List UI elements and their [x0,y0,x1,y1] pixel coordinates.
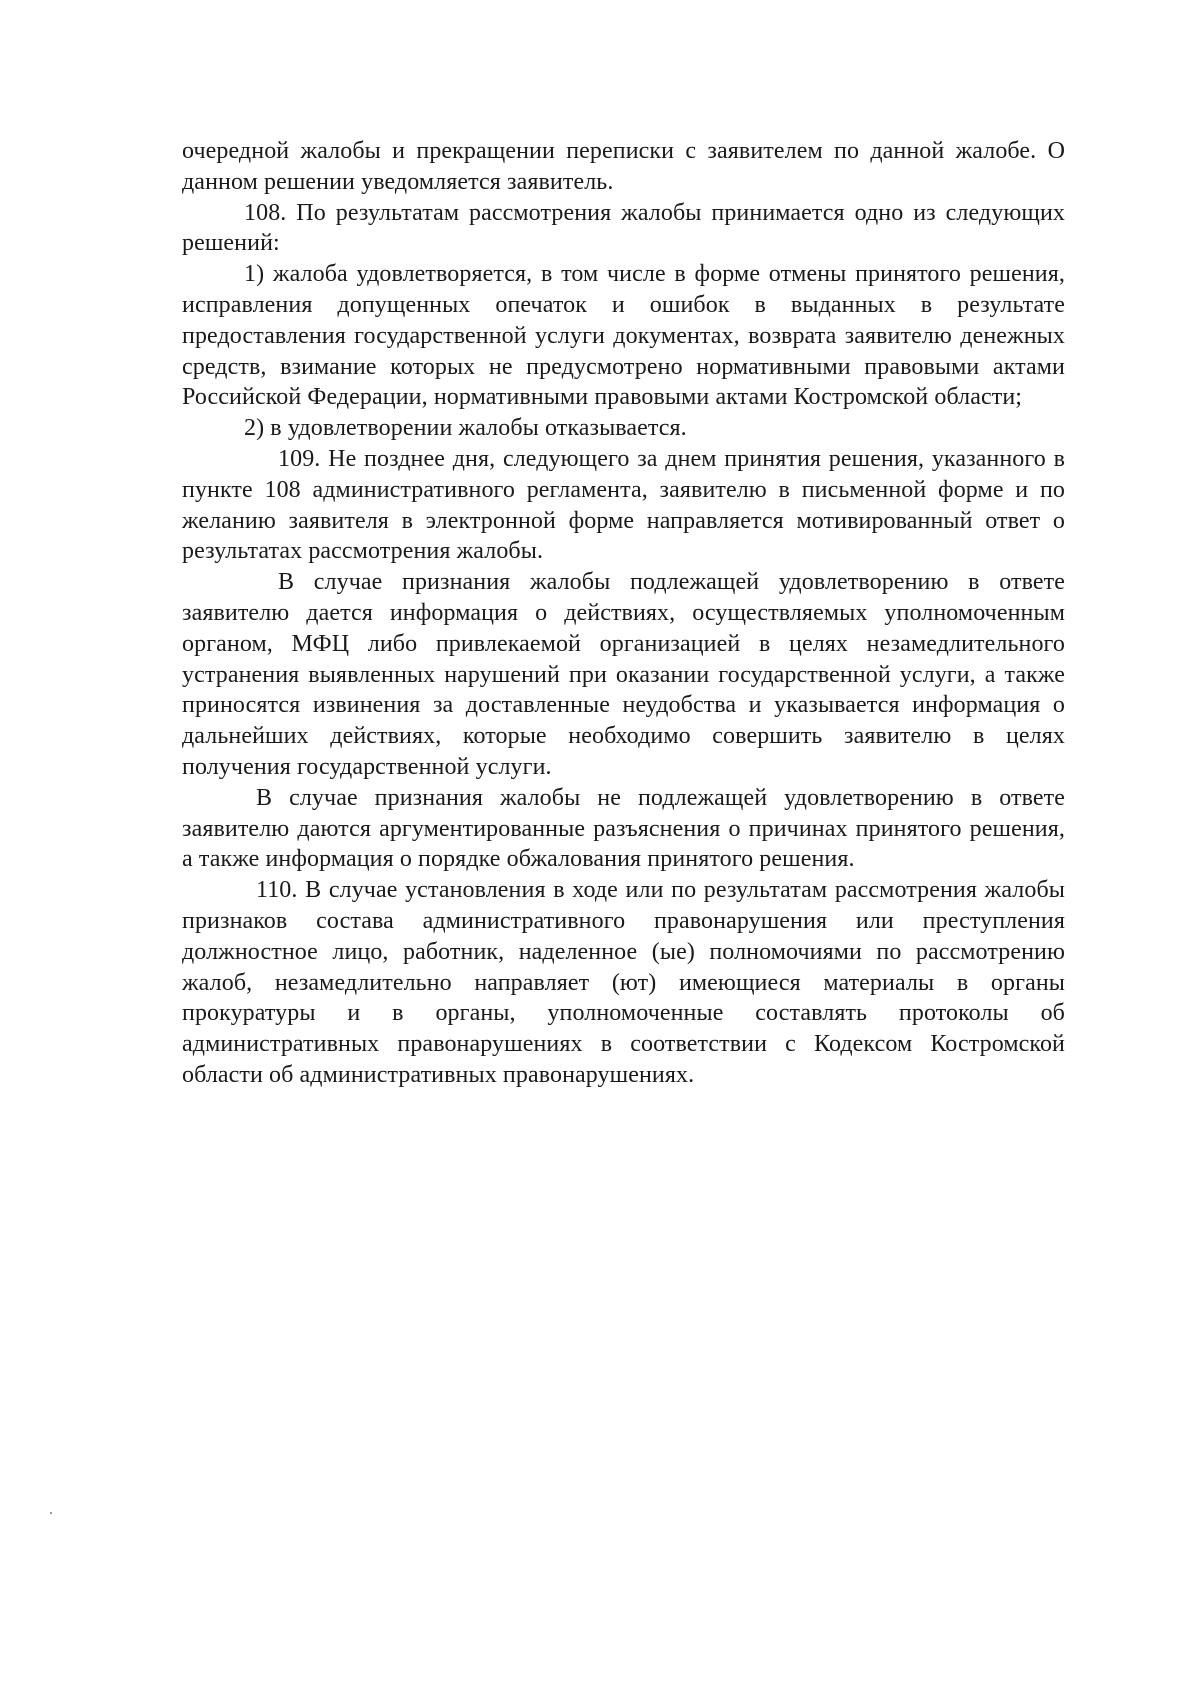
paragraph-109-rejected: В случае признания жалобы не подлежащей удовлетворению в ответе заявителю даются аргументированные разъяснения о причинах принятого решения, а также информация о порядке обжалования принятого решения. [182,784,1065,873]
paragraph-110: 110. В случае установления в ходе или по результатам рассмотрения жалобы признаков состава административного правонарушения или преступления должностное лицо, работник, наделенное (ые) полномочиями по рассмотрению жалоб, незамедлительно направляет (ют) имеющиеся материалы в органы прокуратуры и в органы, уполномоченные составлять протоколы об административных правонарушениях в соответствии с Кодексом Костромской области об административных правонарушениях. [182,877,1065,1088]
scan-speck [50,1512,52,1514]
paragraph-108-item-2: 2) в удовлетворении жалобы отказывается. [244,415,687,442]
paragraph-108: 108. По результатам рассмотрения жалобы принимается одно из следующих решений: [182,199,1065,257]
paragraph-continuation: очередной жалобы и прекращении переписки с заявителем по данной жалобе. О данном решении уведомляется заявитель. [182,138,1065,195]
paragraph-108-item-1: 1) жалоба удовлетворяется, в том числе в форме отмены принятого решения, исправления допущенных опечаток и ошибок в выданных в результате предоставления государственной услуги документах, возврата заявителю денежных средств, взимание которых не предусмотрено нормативными правовыми актами Российской Федерации, нормативными правовыми актами Костромской области; [182,261,1065,411]
paragraph-109: 109. Не позднее дня, следующего за днем принятия решения, указанного в пункте 108 административного регламента, заявителю в письменной форме и по желанию заявителя в электронной форме направляется мотивированный ответ о результатах рассмотрения жалобы. [182,445,1065,565]
paragraph-109-satisfied: В случае признания жалобы подлежащей удовлетворению в ответе заявителю дается информация о действиях, осуществляемых уполномоченным органом, МФЦ либо привлекаемой организацией в целях незамедлительного устранения выявленных нарушений при оказании государственной услуги, а также приносятся извинения за доставленные неудобства и указывается информация о дальнейших действиях, которые необходимо совершить заявителю в целях получения государственной услуги. [182,569,1065,780]
document-body [182,136,1065,1091]
